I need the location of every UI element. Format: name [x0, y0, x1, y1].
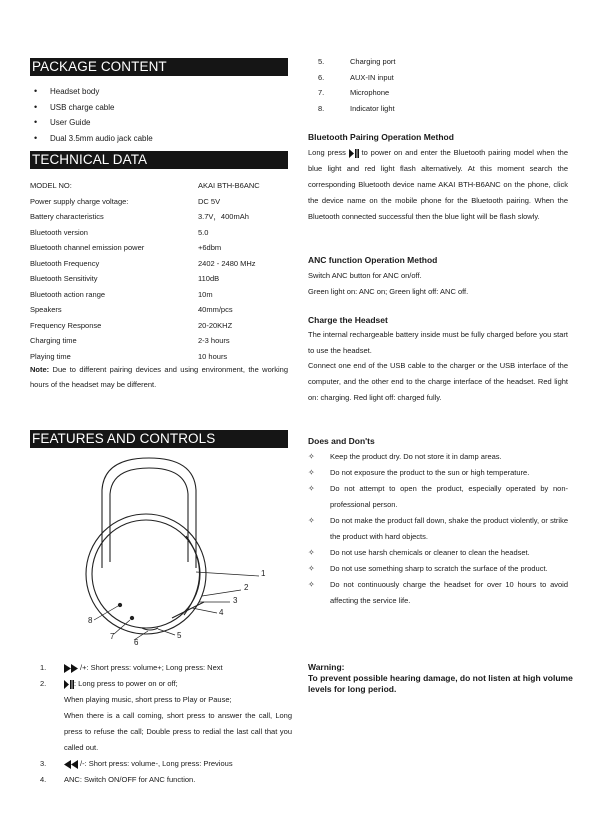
- item-text: Do not exposure the product to the sun or high temperature.: [330, 468, 530, 477]
- item-number: 7.: [318, 88, 325, 97]
- callout-label: 5: [177, 631, 182, 640]
- does-donts-list: [308, 449, 568, 609]
- spec-value: 5.0: [198, 227, 209, 237]
- list-item: [318, 70, 395, 86]
- item-label: : Long press to power on or off;: [74, 679, 178, 688]
- charge-heading: Charge the Headset: [308, 315, 388, 325]
- bullet-icon: •: [34, 86, 38, 96]
- list-item: [30, 115, 153, 131]
- spec-value: 10m: [198, 289, 213, 299]
- list-item: [308, 449, 568, 465]
- item-number: 5.: [318, 57, 325, 66]
- spec-key: Bluetooth Sensitivity: [30, 274, 98, 283]
- play-pause-icon: [64, 680, 74, 689]
- list-item-label: USB charge cable: [50, 102, 115, 112]
- list-item: [30, 756, 292, 772]
- bullet-icon: •: [34, 101, 38, 112]
- item-text: Do not attempt to open the product, especially operated by non-professional person.: [330, 484, 568, 509]
- list-item: [308, 561, 568, 577]
- item-text: [64, 756, 292, 772]
- callout-label: 1: [261, 569, 266, 578]
- item-text: [64, 676, 292, 692]
- note-text: Due to different pairing devices and using environment, the working hours of the headset may be different.: [30, 365, 288, 389]
- list-item: [318, 101, 395, 117]
- headset-diagram: [54, 450, 284, 645]
- list-item-label: Headset body: [50, 87, 100, 96]
- features-heading: FEATURES AND CONTROLS: [30, 430, 288, 448]
- indicator-light-icon: [118, 603, 121, 606]
- charge-paragraph: The internal rechargeable battery inside must be fully charged before you start to use the headset.: [308, 330, 568, 355]
- warning-text: To prevent possible hearing damage, do not listen at high volume levels for long period.: [308, 673, 573, 694]
- spec-value: 40mm/pcs: [198, 305, 233, 314]
- list-item: [308, 481, 568, 513]
- callout-label: 4: [219, 608, 224, 617]
- earcup-edge: [184, 536, 200, 615]
- list-item-label: Dual 3.5mm audio jack cable: [50, 133, 153, 143]
- diamond-bullet-icon: ✧: [308, 484, 315, 493]
- item-number: [30, 708, 64, 756]
- list-item: [30, 772, 292, 788]
- callout-label: 2: [244, 583, 249, 592]
- item-number: 1.: [40, 663, 47, 672]
- spec-value: 3.7V，400mAh: [198, 212, 249, 221]
- package-list: [30, 84, 153, 146]
- spec-key: Bluetooth action range: [30, 289, 106, 299]
- spec-row: [30, 225, 290, 241]
- item-text: Do not make the product fall down, shake the product violently, or strike the product with hard objects.: [330, 516, 568, 541]
- item-label: /-: Short press: volume-, Long press: Previous: [80, 759, 233, 768]
- headband-inner: [110, 468, 188, 562]
- volume-up-icon: [64, 664, 80, 673]
- pairing-paragraph: [308, 145, 568, 225]
- spec-row: [30, 302, 290, 318]
- warning-block: [308, 662, 573, 695]
- headband-outer: [102, 458, 196, 568]
- callout-line-4: [192, 608, 217, 613]
- anc-line: Switch ANC button for ANC on/off.: [308, 271, 422, 280]
- spec-row: [30, 256, 290, 272]
- list-item-label: User Guide: [50, 118, 91, 127]
- spec-table: [30, 178, 290, 364]
- item-text: Do not continuously charge the headset for over 10 hours to avoid affecting the service life.: [330, 580, 568, 605]
- anc-line: Green light on: ANC on; Green light off: ANC off.: [308, 287, 469, 296]
- does-donts-heading: Does and Don'ts: [308, 436, 375, 446]
- item-number: 4.: [40, 775, 47, 784]
- item-text: Keep the product dry. Do not store it in damp areas.: [330, 452, 502, 461]
- charge-paragraph: Connect one end of the USB cable to the charger or the USB interface of the computer, and the other end to the charge interface of the headset. Red light on: charging. Red light off: charged fully.: [308, 361, 568, 402]
- diamond-bullet-icon: ✧: [308, 452, 315, 461]
- spec-row: [30, 287, 290, 303]
- item-text: When playing music, short press to Play or Pause;: [64, 695, 232, 704]
- spec-row: [30, 209, 290, 225]
- play-pause-icon: [349, 149, 359, 158]
- spec-key: Charging time: [30, 336, 77, 345]
- item-number: 8.: [318, 103, 325, 113]
- item-label: /+: Short press: volume+; Long press: Next: [80, 663, 223, 672]
- note-label: Note:: [30, 365, 50, 374]
- list-item: [308, 465, 568, 481]
- control-strip: [172, 602, 204, 618]
- warning-heading: Warning:: [308, 662, 345, 672]
- spec-value: +6dbm: [198, 243, 222, 252]
- item-number: 6.: [318, 72, 325, 82]
- spec-key: MODEL NO:: [30, 181, 72, 190]
- diamond-bullet-icon: ✧: [308, 468, 315, 477]
- list-item: [308, 513, 568, 545]
- spec-row: [30, 240, 290, 256]
- spec-key: Playing time: [30, 351, 71, 361]
- item-text: When there is a call coming, short press to answer the call, Long press to refuse the call; Double press to redial the last call that you called out.: [64, 711, 292, 752]
- diamond-bullet-icon: ✧: [308, 548, 315, 557]
- diamond-bullet-icon: ✧: [308, 516, 315, 525]
- list-item: [30, 84, 153, 100]
- list-item: [318, 54, 395, 70]
- bullet-icon: •: [34, 132, 38, 143]
- parts-list-continued: [318, 54, 395, 116]
- callout-label: 3: [233, 596, 238, 605]
- list-item: [318, 85, 395, 101]
- package-content-heading: PACKAGE CONTENT: [30, 58, 288, 76]
- item-label: Charging port: [350, 57, 396, 66]
- item-number: 3.: [40, 759, 47, 768]
- pairing-text-rest: to power on and enter the Bluetooth pairing model when the blue light and red light flash alternatively. At this moment search the corresponding Bluetooth device name AKAI BTH-B6ANC on the phone, click the device name on the mobile phone for the Bluetooth pairing. When the Bluetooth connected successful then the blue light will be flash slowly.: [308, 148, 568, 221]
- spec-key: Speakers: [30, 305, 62, 314]
- callout-label: 8: [88, 616, 93, 625]
- spec-key: Bluetooth channel emission power: [30, 243, 145, 252]
- bullet-icon: •: [34, 117, 38, 127]
- callout-label: 6: [134, 638, 139, 647]
- spec-key: Bluetooth Frequency: [30, 258, 100, 268]
- item-number: 2.: [40, 679, 47, 688]
- spec-row: [30, 333, 290, 349]
- note-paragraph: [30, 362, 288, 392]
- pairing-text-start: Long press: [308, 148, 346, 157]
- item-text: Do not use harsh chemicals or cleaner to clean the headset.: [330, 548, 530, 557]
- controls-list: [30, 660, 292, 788]
- list-item: [30, 660, 292, 676]
- list-item: [30, 676, 292, 692]
- spec-row: [30, 318, 290, 334]
- list-item: [308, 577, 568, 609]
- spec-value: 2-3 hours: [198, 336, 230, 345]
- spec-row: [30, 178, 290, 194]
- spec-value: AKAI BTH-B6ANC: [198, 181, 260, 190]
- anc-heading: ANC function Operation Method: [308, 255, 438, 265]
- item-label: Microphone: [350, 88, 390, 97]
- spec-value: DC 5V: [198, 196, 221, 206]
- spec-value: 20-20KHZ: [198, 320, 233, 330]
- spec-row: [30, 194, 290, 210]
- item-label: Indicator light: [350, 103, 395, 113]
- volume-down-icon: [64, 760, 80, 769]
- spec-value: 110dB: [198, 274, 220, 283]
- item-text: ANC: Switch ON/OFF for ANC function.: [64, 775, 196, 784]
- item-number: [30, 692, 64, 708]
- item-text: Do not use something sharp to scratch the surface of the product.: [330, 564, 548, 573]
- spec-value: 2402 - 2480 MHz: [198, 258, 256, 268]
- technical-data-heading: TECHNICAL DATA: [30, 151, 288, 169]
- list-item: [30, 131, 153, 147]
- spec-key: Battery characteristics: [30, 212, 104, 221]
- list-item: [30, 692, 292, 708]
- microphone-icon: [130, 616, 133, 619]
- item-label: AUX-IN input: [350, 72, 394, 82]
- diamond-bullet-icon: ✧: [308, 564, 315, 573]
- spec-key: Frequency Response: [30, 320, 102, 330]
- callout-label: 7: [110, 632, 115, 641]
- pairing-heading: Bluetooth Pairing Operation Method: [308, 132, 454, 142]
- diamond-bullet-icon: ✧: [308, 580, 315, 589]
- spec-row: [30, 271, 290, 287]
- spec-key: Power supply charge voltage:: [30, 196, 129, 206]
- list-item: [30, 100, 153, 116]
- spec-key: Bluetooth version: [30, 227, 88, 237]
- list-item: [30, 708, 292, 756]
- item-text: [64, 660, 292, 676]
- list-item: [308, 545, 568, 561]
- spec-value: 10 hours: [198, 351, 228, 361]
